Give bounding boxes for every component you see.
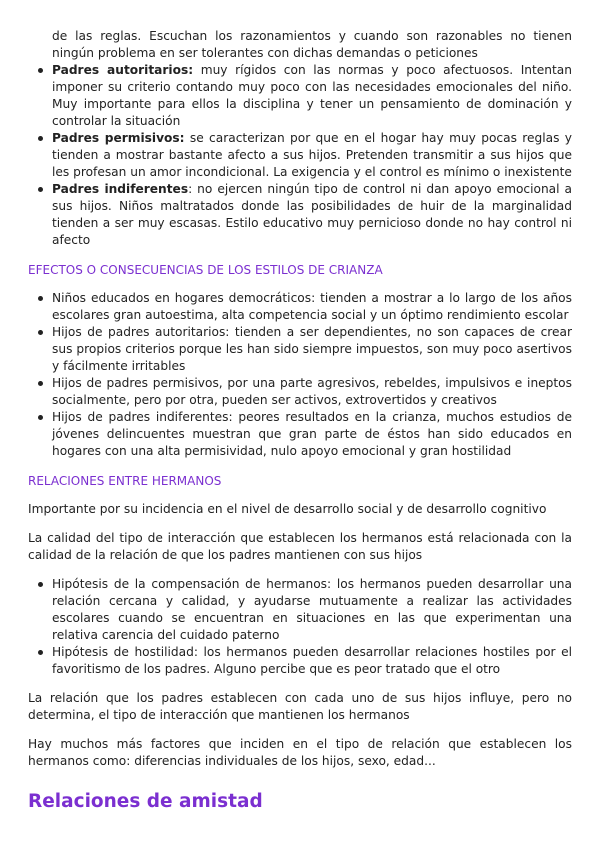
- effects-list: [28, 290, 572, 460]
- list-item: Hijos de padres indiferentes: peores resultados en la crianza, muchos estudios de jóvenes delincuentes muestran que gran parte de éstos han sido educados en hogares con una alta permisividad, nulo apoyo emocional y gran hostilidad: [52, 410, 572, 458]
- list-item: Hipótesis de la compensación de hermanos: los hermanos pueden desarrollar una relación cercana y calidad, y ayudarse mutuamente a realizar las actividades escolares cuando se encuentran en situaciones en las que experimentan una relativa carencia del cuidado paterno: [52, 577, 572, 642]
- list-item: Hipótesis de hostilidad: los hermanos pueden desarrollar relaciones hostiles por el favoritismo de los padres. Alguno percibe que es peor tratado que el otro: [52, 645, 572, 676]
- siblings-hypotheses-list: [28, 576, 572, 678]
- definition: muy rígidos con las normas y poco afectuosos. Intentan imponer su criterio contando muy poco con las necesidades emocionales del niño. Muy importante para ellos la disciplina y tener un pensamiento de dominación y controlar la situación: [52, 63, 572, 128]
- section-heading-effects: EFECTOS O CONSECUENCIAS DE LOS ESTILOS DE CRIANZA: [28, 263, 383, 277]
- paragraph: Hay muchos más factores que inciden en el tipo de relación que establecen los hermanos como: diferencias individuales de los hijos, sexo, edad...: [28, 737, 572, 768]
- intro-continuation: de las reglas. Escuchan los razonamientos y cuando son razonables no tienen ningún problema en ser tolerantes con dichas demandas o peticiones: [52, 29, 572, 60]
- list-item: [52, 181, 572, 249]
- paragraph: La calidad del tipo de interacción que establecen los hermanos está relacionada con la calidad de la relación de que los padres mantienen con sus hijos: [28, 531, 572, 562]
- list-item: [52, 62, 572, 130]
- parenting-styles-list: [28, 62, 572, 249]
- list-item: Niños educados en hogares democráticos: tienden a mostrar a lo largo de los años escolares gran autoestima, alta competencia social y un óptimo rendimiento escolar: [52, 291, 572, 322]
- definition: : no ejercen ningún tipo de control ni dan apoyo emocional a sus hijos. Niños maltratados donde las posibilidades de huir de la marginalidad tienden a ser muy escasas. Estilo educativo muy pernicioso donde no hay control ni afecto: [52, 182, 573, 247]
- list-item: Hijos de padres autoritarios: tienden a ser dependientes, no son capaces de crear sus propios criterios porque les han sido siempre impuestos, son muy poco asertivos y fácilmente irritables: [52, 325, 572, 373]
- list-item: [52, 130, 572, 181]
- term: Padres indiferentes: [52, 182, 189, 196]
- term: Padres autoritarios:: [52, 63, 194, 77]
- term: Padres permisivos:: [52, 131, 185, 145]
- paragraph: Importante por su incidencia en el nivel de desarrollo social y de desarrollo cognitivo: [28, 502, 547, 516]
- section-title-friendship: Relaciones de amistad: [28, 791, 263, 812]
- section-heading-siblings: RELACIONES ENTRE HERMANOS: [28, 474, 222, 488]
- list-item: Hijos de padres permisivos, por una parte agresivos, rebeldes, impulsivos e ineptos socialmente, pero por otra, pueden ser activos, extrovertidos y creativos: [52, 376, 572, 407]
- definition: se caracterizan por que en el hogar hay muy pocas reglas y tienden a mostrar bastante afecto a sus hijos. Pretenden transmitir a sus hijos que les profesan un amor incondicional. La exigencia y el control es mínimo o inexistente: [52, 131, 572, 179]
- paragraph: La relación que los padres establecen con cada uno de sus hijos influye, pero no determina, el tipo de interacción que mantienen los hermanos: [28, 691, 572, 722]
